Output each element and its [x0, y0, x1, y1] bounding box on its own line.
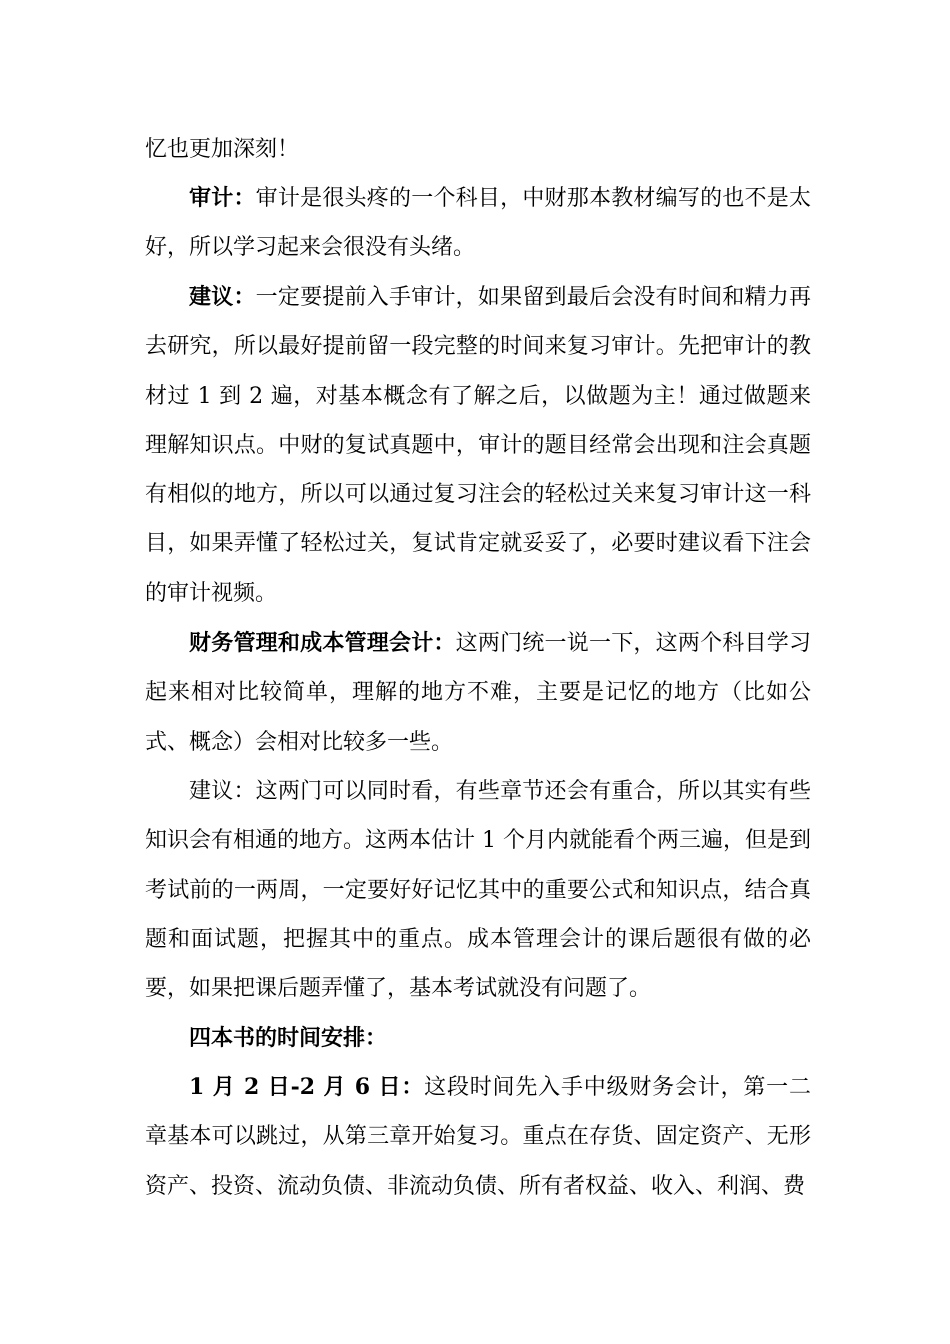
paragraph-heading: 四本书的时间安排：	[189, 1025, 388, 1051]
paragraph-text: 这两门统一说一下，这两个科目学习起来相对比较简单，理解的地方不难，主要是记忆的地方（比如公式、概念）会相对比较多一些。	[145, 631, 811, 755]
paragraph-audit	[145, 174, 811, 273]
paragraph-text: 忆也更加深刻！	[145, 137, 300, 162]
paragraph-audit-advice	[145, 273, 811, 618]
paragraph-text: 这段时间先入手中级财务会计，第一二章基本可以跳过，从第三章开始复习。重点在存货、固定资产、无形资产、投资、流动负债、非流动负债、所有者权益、收入、利润、费	[145, 1075, 811, 1199]
paragraph-finance-cost	[145, 619, 811, 767]
paragraph-schedule-heading	[145, 1014, 811, 1063]
paragraph-heading: 建议：	[189, 284, 256, 310]
paragraph-schedule-jan-feb	[145, 1063, 811, 1211]
paragraph-continuation	[145, 125, 811, 174]
paragraph-text: 审计是很头疼的一个科目，中财那本教材编写的也不是太好，所以学习起来会很没有头绪。	[145, 186, 811, 261]
paragraph-text: 建议：这两门可以同时看，有些章节还会有重合，所以其实有些知识会有相通的地方。这两本估计 1 个月内就能看个两三遍，但是到考试前的一两周，一定要好好记忆其中的重要公式和知识点，结合真题和面试题，把握其中的重点。成本管理会计的课后题很有做的必要，如果把课后题弄懂了，基本考试就没有问题了。	[145, 779, 811, 1002]
paragraph-text: 一定要提前入手审计，如果留到最后会没有时间和精力再去研究，所以最好提前留一段完整的时间来复习审计。先把审计的教材过 1 到 2 遍，对基本概念有了解之后，以做题为主！通过做题来理解知识点。中财的复试真题中，审计的题目经常会出现和注会真题有相似的地方，所以可以通过复习注会的轻松过关来复习审计这一科目，如果弄懂了轻松过关，复试肯定就妥妥了，必要时建议看下注会的审计视频。	[145, 285, 811, 606]
paragraph-heading: 1 月 2 日-2 月 6 日：	[189, 1074, 425, 1100]
paragraph-heading: 审计：	[189, 185, 256, 211]
paragraph-finance-cost-advice	[145, 767, 811, 1013]
paragraph-heading: 财务管理和成本管理会计：	[189, 630, 456, 656]
